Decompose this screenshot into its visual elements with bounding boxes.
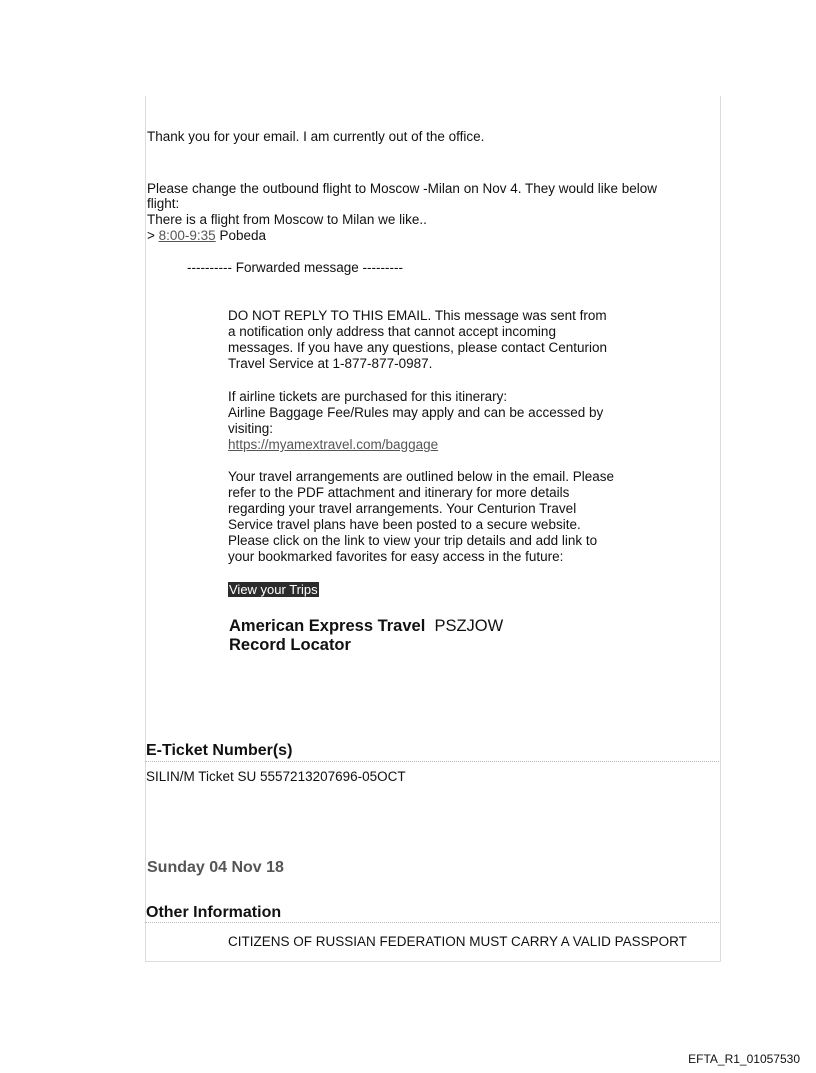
other-info-divider bbox=[145, 922, 719, 923]
baggage-line-2: Airline Baggage Fee/Rules may apply and can be accessed by bbox=[228, 405, 604, 420]
baggage-line-3: visiting: bbox=[228, 421, 274, 436]
baggage-link[interactable]: https://myamextravel.com/baggage bbox=[228, 437, 439, 452]
other-info-title: Other Information bbox=[146, 904, 282, 921]
eticket-entry: SILIN/M Ticket SU 5557213207696-05OCT bbox=[146, 769, 406, 784]
flight-prefix: > bbox=[147, 228, 159, 243]
request-line-2: flight: bbox=[147, 196, 180, 211]
notice-line-1: DO NOT REPLY TO THIS EMAIL. This message was sent from bbox=[228, 308, 607, 323]
flight-time-link[interactable]: 8:00-9:35 bbox=[158, 228, 216, 243]
record-locator-value: PSZJOW bbox=[434, 617, 504, 635]
view-trips-button[interactable]: View your Trips bbox=[229, 582, 318, 597]
notice-line-4: Travel Service at 1-877-877-0987. bbox=[228, 356, 433, 371]
other-info-text: CITIZENS OF RUSSIAN FEDERATION MUST CARRY A VALID PASSPORT bbox=[228, 934, 687, 949]
document-id: EFTA_R1_01057530 bbox=[688, 1052, 800, 1066]
flight-airline: Pobeda bbox=[215, 228, 266, 243]
view-trips-button-wrap bbox=[228, 582, 319, 597]
arrangements-line-3: regarding your travel arrangements. Your Centurion Travel bbox=[228, 501, 577, 516]
request-line-3: There is a flight from Moscow to Milan we like.. bbox=[147, 212, 427, 227]
eticket-title: E-Ticket Number(s) bbox=[146, 742, 293, 759]
eticket-divider bbox=[145, 761, 719, 762]
notice-line-2: a notification only address that cannot accept incoming bbox=[228, 324, 556, 339]
flight-line bbox=[147, 228, 266, 243]
arrangements-line-6: your bookmarked favorites for easy access in the future: bbox=[228, 549, 564, 564]
record-locator-label-2: Record Locator bbox=[229, 636, 351, 654]
autoreply-message: Thank you for your email. I am currently out of the office. bbox=[147, 129, 485, 144]
forwarded-header: ---------- Forwarded message --------- bbox=[187, 260, 403, 275]
record-locator-label: American Express Travel bbox=[229, 617, 426, 635]
arrangements-line-1: Your travel arrangements are outlined below in the email. Please bbox=[228, 469, 614, 484]
request-line-1: Please change the outbound flight to Moscow -Milan on Nov 4. They would like below bbox=[147, 181, 658, 196]
arrangements-line-4: Service travel plans have been posted to a secure website. bbox=[228, 517, 581, 532]
baggage-line-1: If airline tickets are purchased for this itinerary: bbox=[228, 389, 508, 404]
notice-line-3: messages. If you have any questions, please contact Centurion bbox=[228, 340, 607, 355]
arrangements-line-2: refer to the PDF attachment and itinerary for more details bbox=[228, 485, 570, 500]
arrangements-line-5: Please click on the link to view your trip details and add link to bbox=[228, 533, 598, 548]
date-heading: Sunday 04 Nov 18 bbox=[147, 859, 284, 876]
record-locator bbox=[229, 617, 503, 655]
